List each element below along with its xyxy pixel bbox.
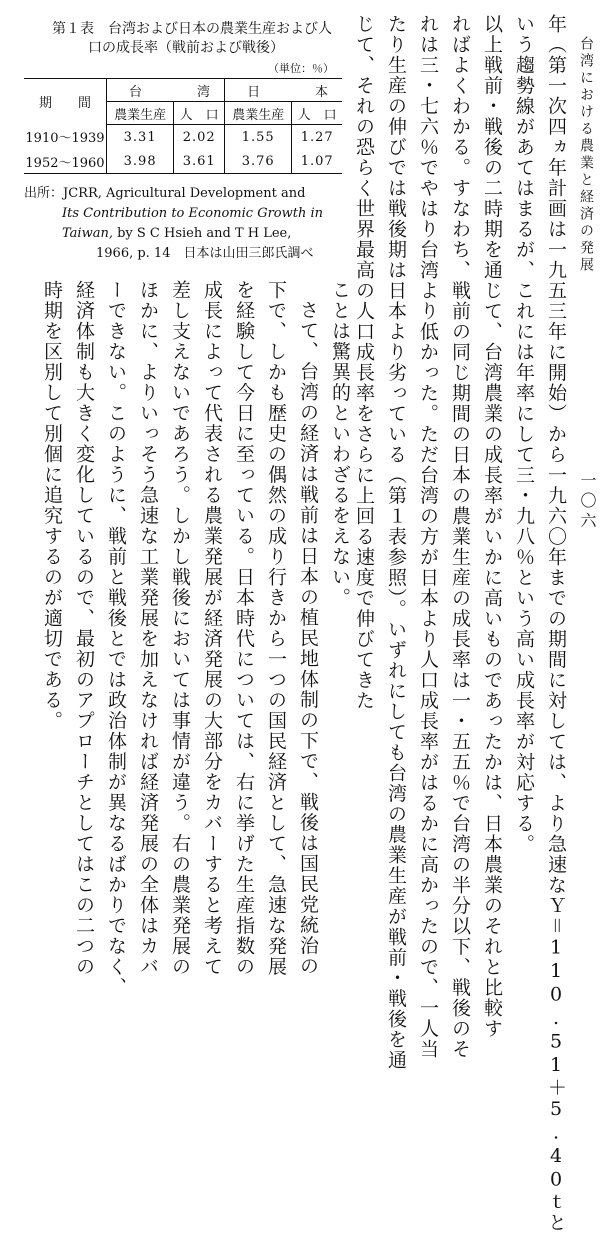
text-column-15: ーできない。このように、戦前と戦後とでは政治体制が異なるばかりでなく、 — [105, 280, 127, 998]
japan-header: 日 本 — [225, 79, 342, 102]
running-header: 台湾における農業と経済の発展 — [578, 36, 594, 274]
table-unit: （単位：％） — [268, 62, 334, 75]
source-label: 出所： — [24, 186, 64, 201]
text-column-7: じて、それの恐らく世界最高の人口成長率をさらに上回る速度で伸びてきた — [353, 14, 375, 711]
source-line-3: Taiwan, by S C Hsieh and T H Lee, — [62, 226, 292, 241]
taiwan-agri-header: 農業生産 — [107, 102, 174, 125]
source-line-1: JCRR, Agricultural Development and — [63, 186, 306, 201]
table-row — [24, 149, 342, 174]
text-column-5: れは三・七六％でやはり台湾より低かった。ただ台湾の方が日本より人口成長率がはるかに高かったので、一人当 — [417, 14, 439, 1060]
source-line-4: 1966, p. 14 日本は山田三郎氏調べ — [96, 246, 314, 261]
taiwan-pop-cell: 3.61 — [174, 149, 225, 174]
period-cell: 1910～1939 — [24, 125, 107, 150]
table-1 — [24, 20, 342, 264]
source-line-2: Its Contribution to Economic Growth in — [62, 206, 324, 221]
text-column-16: 経済体制も大きく変化しているので、最初のアプローチとしてはこの二つの — [73, 280, 95, 977]
japan-agri-cell: 3.76 — [225, 149, 292, 174]
japan-agri-header: 農業生産 — [225, 102, 292, 125]
table-row — [24, 125, 342, 150]
taiwan-agri-cell: 3.31 — [107, 125, 174, 150]
page-number: 一〇六 — [578, 472, 597, 532]
japan-pop-header: 人 口 — [292, 102, 342, 125]
japan-pop-cell: 1.07 — [292, 149, 342, 174]
text-column-9: さて、台湾の経済は戦前は日本の植民地体制の下で、戦後は国民党統治の — [297, 300, 319, 977]
table-title: 第１表 台湾および日本の農業生産および人 — [52, 21, 332, 37]
text-column-3: 以上戦前・戦後の二時期を通じて、台湾農業の成長率がいかに高いものであったかは、日本農業のそれと比較す — [481, 14, 503, 1039]
japan-agri-cell: 1.55 — [225, 125, 292, 150]
text-column-4: ればよくわかる。すなわち、戦前の同じ期間の日本の農業生産の成長率は一・五五％で台湾の半分以下、戦後のそ — [449, 14, 471, 1060]
text-column-14: ほかに、よりいっそう急速な工業発展を加えなければ経済発展の全体はカバ — [137, 280, 159, 977]
table-title-continued: 口の成長率（戦前および戦後） — [88, 40, 284, 56]
text-column-10: 下で、しかも歴史の偶然の成り行きから一つの国民経済として、急速な発展 — [265, 280, 287, 977]
taiwan-pop-header: 人 口 — [174, 102, 225, 125]
text-column-17: 時期を区別して別個に追究するのが適切である。 — [41, 280, 63, 731]
taiwan-agri-cell: 3.98 — [107, 149, 174, 174]
text-column-11: を経験して今日に至っている。日本時代については、右に挙げた生産指数の — [233, 280, 255, 977]
period-cell: 1952～1960 — [24, 149, 107, 174]
period-header: 期 間 — [24, 79, 107, 125]
table-source — [24, 184, 342, 264]
text-column-8: ことは驚異的といわざるをえない。 — [329, 280, 351, 608]
text-column-12: 成長によって代表される農業発展が経済発展の大部分をカバーすると考えて — [201, 280, 223, 977]
growth-rate-table — [24, 78, 342, 174]
text-column-2: いう趨勢線があてはまるが、これには年率にして三・九八％という高い成長率が対応する。 — [513, 14, 535, 855]
text-column-6: たり生産の伸びでは戦後期は日本より劣っている（第１表参照）。いずれにしても台湾の農業生産が戦前・戦後を通 — [385, 14, 407, 1071]
japan-pop-cell: 1.27 — [300, 129, 334, 145]
taiwan-pop-cell: 2.02 — [174, 125, 225, 150]
text-column-13: 差し支えないであろう。しかし戦後においては事情が違う。右の農業発展の — [169, 280, 191, 977]
text-column-1: 年（第一次四ヵ年計画は一九五三年に開始）から一九六〇年までの期間に対しては、より急速なＹ＝110.51＋5.40ｔと — [545, 14, 567, 1233]
taiwan-header: 台 湾 — [107, 79, 225, 102]
